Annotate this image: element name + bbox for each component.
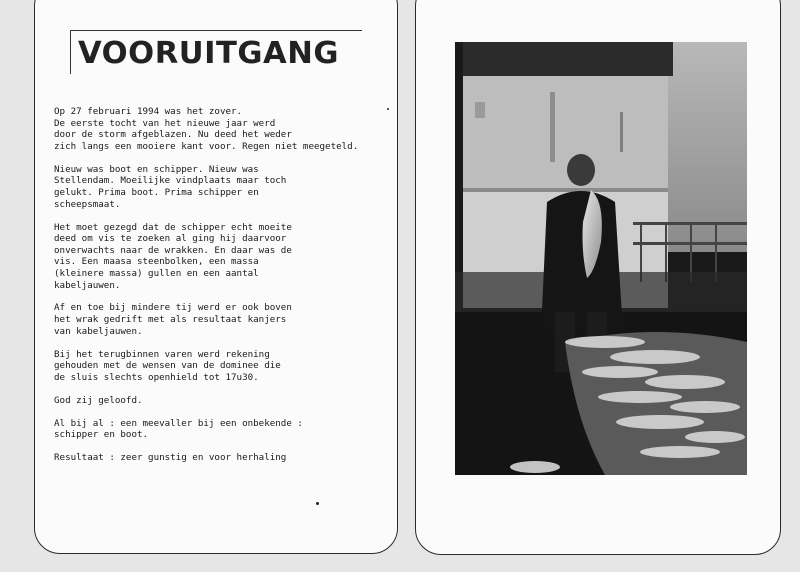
paragraph: Resultaat : zeer gunstig en voor herhaling xyxy=(54,452,287,464)
paragraph: Al bij al : een meevaller bij een onbekende : schipper en boot. xyxy=(54,417,303,441)
paragraph: Af en toe bij mindere tij werd er ook boven het wrak gedrift met als resultaat kanjers van kabeljauwen. xyxy=(54,302,292,337)
page-title: VOORUITGANG xyxy=(78,36,339,71)
photo-illustration xyxy=(455,42,747,475)
speck xyxy=(316,502,319,505)
fisherman-photo xyxy=(455,42,747,475)
speck xyxy=(387,108,389,110)
paragraph: Bij het terugbinnen varen werd rekening gehouden met de wensen van de dominee die de sluis slechts openhield tot 17u30. xyxy=(54,348,281,383)
paragraph: Op 27 februari 1994 was het zover. De eerste tocht van het nieuwe jaar werd door de storm afgeblazen. Nu deed het weder zich langs een mooiere kant voor. Regen niet meegeteld. xyxy=(54,106,359,152)
title-rule-left xyxy=(70,30,71,74)
paragraph: God zij geloofd. xyxy=(54,394,143,406)
title-rule-top xyxy=(70,30,362,31)
paragraph: Het moet gezegd dat de schipper echt moeite deed om vis te zoeken al ging hij daarvoor onverwachts naar de wrakken. En daar was de vis. Een maasa steenbolken, een massa (kleinere massa) gullen en een aantal kabeljauwen. xyxy=(54,221,292,291)
paragraph: Nieuw was boot en schipper. Nieuw was Stellendam. Moeilijke vindplaats maar toch gelukt. Prima boot. Prima schipper en scheepsmaat. xyxy=(54,163,287,210)
article-body xyxy=(54,106,384,475)
